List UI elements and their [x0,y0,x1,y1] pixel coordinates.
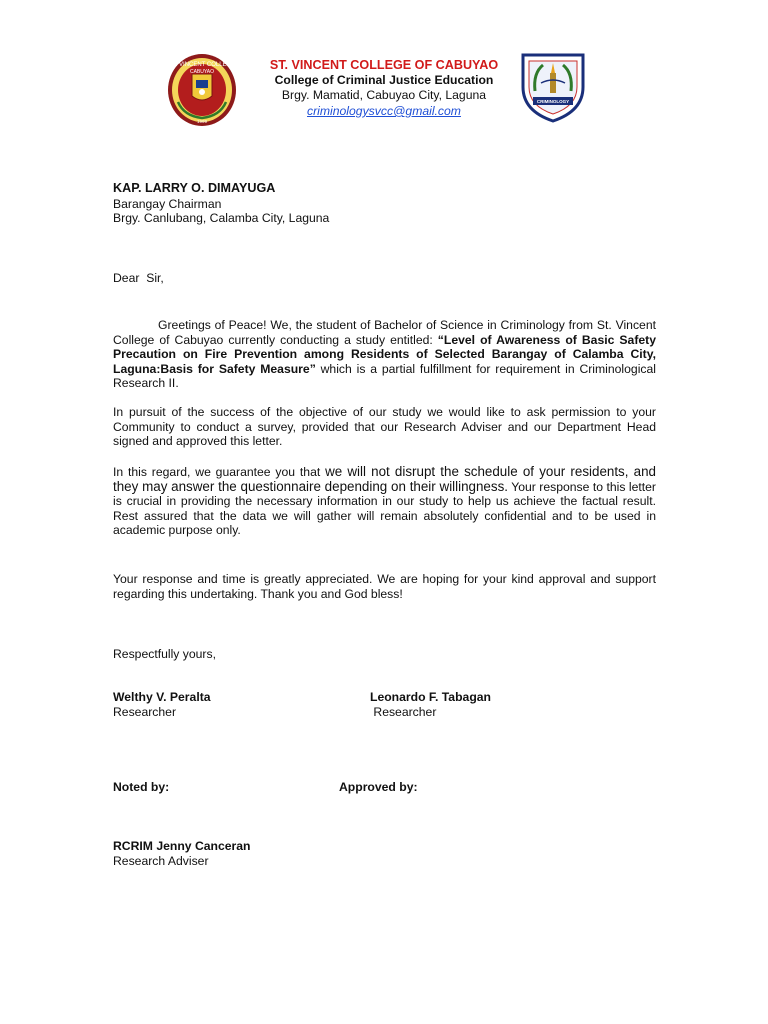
closing: Respectfully yours, [113,647,216,661]
p3-end: Your response to this letter is crucial in providing the necessary information in our study to help us achieve the factual result. Rest assured that the data we will gather will remain absolutely confidential and to be used in academic purpose only. [113,479,656,538]
noted-by-label: Noted by: [113,780,170,794]
paragraph-2: In pursuit of the success of the objective of our study we would like to ask permission to your Community to conduct a survey, provided that our Research Adviser and our Department Head signed and approved this letter. [113,405,656,449]
paragraph-3 [113,465,656,538]
school-name: ST. VINCENT COLLEGE OF CABUYAO [269,58,499,72]
p1-start: Greetings of Peace! We, the student of Bachelor of Science in Criminology from St. Vincent College of Cabuyao currently conducting a study entitled: [113,318,656,347]
seal-bottom-text: CABUYAO [189,69,215,75]
recipient-name: KAP. LARRY O. DIMAYUGA [113,181,276,195]
email-link[interactable]: criminologysvcc@gmail.com [307,104,461,118]
school-address: Brgy. Mamatid, Cabuyao City, Laguna [281,88,487,102]
signatory-2-name: Leonardo F. Tabagan [370,690,491,704]
salutation: Dear Sir, [113,271,164,285]
college-name: College of Criminal Justice Education [274,73,494,87]
email-line [256,104,512,119]
adviser-role: Research Adviser [113,854,209,868]
approved-by-label: Approved by: [339,780,418,794]
p3-large: we will not disrupt the schedule of your residents, and they may answer the questionnaire depending on their willingness. [113,464,656,494]
shield-banner-text: CRIMINOLOGY [536,99,570,104]
criminology-shield-logo [519,51,587,123]
study-title: “Level of Awareness of Basic Safety Precaution on Fire Prevention among Residents of Selected Barangay of Calamba City, Laguna:Basis for Safety Measure” [113,332,656,376]
recipient-address: Brgy. Canlubang, Calamba City, Laguna [113,211,330,225]
recipient-title: Barangay Chairman [113,197,222,211]
p3-start: In this regard, we guarantee you that [113,465,326,479]
seal-year: 1999 [196,119,208,124]
paragraph-4: Your response and time is greatly appreciated. We are hoping for your kind approval and support regarding this undertaking. Thank you and God bless! [113,572,656,601]
signatory-2-role: Researcher [370,705,437,719]
college-seal-logo [166,52,238,128]
seal-top-text: ST. VINCENT COLLEGE [168,62,236,68]
paragraph-1 [113,318,656,391]
adviser-name: RCRIM Jenny Canceran [113,839,251,853]
signatory-1-name: Welthy V. Peralta [113,690,211,704]
signatory-1-role: Researcher [113,705,176,719]
p1-end: which is a partial fulfillment for requirement in Criminological Research II. [113,361,656,391]
